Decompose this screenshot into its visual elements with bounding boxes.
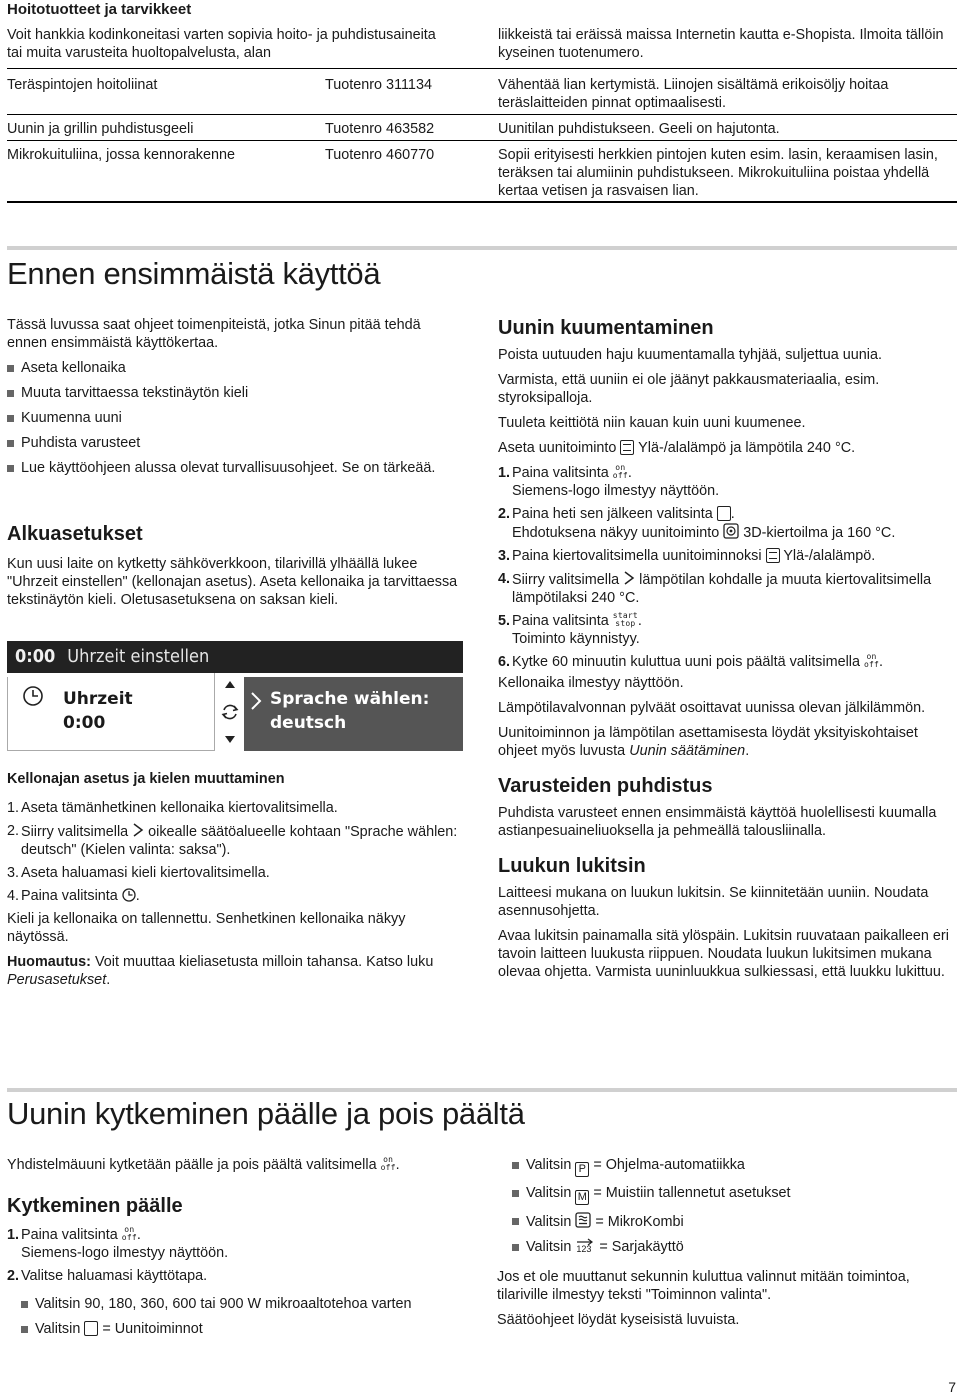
settings-title: Alkuasetukset — [7, 523, 143, 545]
sequential-mode-icon: 123 — [575, 1238, 595, 1254]
display-status-bar — [7, 641, 463, 673]
program-automatic-icon: P — [575, 1162, 589, 1177]
list-item: 4. Paina valitsinta . — [7, 888, 140, 904]
microcombi-icon — [575, 1212, 591, 1228]
heating-p5: Lämpötilavalvonnan pylväät osoittavat uunissa olevan jälkilämmön. — [498, 700, 926, 716]
list-item: Valitsin 123 = Sarjakäyttö — [512, 1238, 958, 1256]
doorlock-p1: Laitteesi mukana on luukun lukitsin. Se kiinnitetään uuniin. Noudata asennusohjetta. — [498, 885, 929, 919]
onoff-p1: Jos et ole muuttanut sekunnin kuluttua valinnut mitään toimintoa, tilariville ilmestyy teksti "Toiminnon valinta". — [497, 1269, 910, 1303]
list-item: Muuta tarvittaessa tekstinäytön kieli — [7, 384, 462, 402]
list-item: Puhdista varusteet — [7, 434, 462, 452]
heating-p1: Poista uutuuden haju kuumentamalla tyhjää, suljettua uunia. — [498, 347, 883, 363]
on-off-icon: on off — [121, 1225, 137, 1242]
product-name: Teräspintojen hoitoliinat — [7, 77, 158, 93]
product-code: Tuotenro 463582 — [325, 121, 435, 137]
onoff-right-column — [497, 1156, 958, 1336]
list-item: 2. Paina heti sen jälkeen valitsinta . Ehdotuksena näkyy uunitoiminto 3D-kiertoilma ja 160 °C. — [498, 506, 896, 541]
settings-steps — [7, 799, 462, 905]
heating-clock-shown: Kellonaika ilmestyy näyttöön. — [498, 675, 684, 691]
display-right-field — [244, 677, 463, 751]
list-item: Valitsin 90, 180, 360, 600 tai 900 W mikroaaltotehoa varten — [21, 1295, 462, 1313]
display-right-line1: Sprache wählen: — [270, 689, 430, 709]
onoff-left-column — [7, 1156, 462, 1345]
arrow-down-icon — [224, 735, 236, 745]
care-intro-left: Voit hankkia kodinkoneitasi varten sopivia hoito- ja puhdistusaineita tai muita varusteita huoltopalvelusta, alan — [7, 27, 436, 61]
rotary-icon — [220, 702, 240, 722]
section-divider — [7, 246, 957, 250]
onoff-right-list — [512, 1156, 958, 1256]
section-divider — [7, 1088, 957, 1092]
arrow-up-icon — [224, 679, 236, 689]
product-desc: Uunitilan puhdistukseen. Geeli on hajutonta. — [498, 121, 780, 137]
top-bottom-heat-icon — [620, 440, 634, 455]
accessories-title: Varusteiden puhdistus — [498, 775, 713, 797]
settings-instructions — [7, 770, 462, 996]
settings-text: Kun uusi laite on kytketty sähköverkkoon, tilarivillä ylhäällä lukee "Uhrzeit einstellen" (kellonajan asetus). Aseta kellonaika ja tarvittaessa tekstinäytön kieli. Oletusasetuksena on saksan kieli. — [7, 556, 458, 608]
onoff-steps — [7, 1226, 462, 1285]
first-use-right-column — [498, 316, 958, 988]
first-use-list — [7, 359, 462, 477]
table-bottom-rule — [7, 201, 957, 203]
accessories-text: Puhdista varusteet ennen ensimmäistä käyttöä huolellisesti kuumalla astianpesuaineliuoksella ja pehmeällä talousliinalla. — [498, 805, 937, 839]
settings-note: Huomautus: Voit muuttaa kieliasetusta milloin tahansa. Katso luku Perusasetukset. — [7, 954, 434, 988]
section-title-on-off: Uunin kytkeminen päälle ja pois päältä — [7, 1096, 525, 1131]
list-item: 1. Paina valitsinta on off. Siemens-logo ilmestyy näyttöön. — [7, 1225, 229, 1261]
table-top-rule — [7, 68, 957, 69]
3d-hot-air-icon — [723, 523, 739, 539]
heating-p6: Uunitoiminnon ja lämpötilan asettamisesta löydät yksityiskohtaiset ohjeet myös luvusta Uunin säätäminen. — [498, 725, 918, 759]
list-item: 5. Paina valitsinta start stop . Toiminto käynnistyy. — [498, 611, 642, 647]
onoff-intro: Yhdistelmäuuni kytketään päälle ja pois päältä valitsimella on off. — [7, 1155, 400, 1173]
settings-subtitle: Kellonajan asetus ja kielen muuttaminen — [7, 771, 285, 787]
list-item: 1. Paina valitsinta on off. Siemens-logo ilmestyy näyttöön. — [498, 463, 720, 499]
clock-icon — [122, 888, 136, 902]
oven-function-icon — [84, 1321, 98, 1336]
page-number: 7 — [948, 1379, 956, 1395]
switch-on-title: Kytkeminen päälle — [7, 1195, 183, 1217]
table-rule — [7, 114, 957, 115]
onoff-p2: Säätöohjeet löydät kyseisistä luvuista. — [497, 1312, 740, 1328]
heating-title: Uunin kuumentaminen — [498, 317, 714, 339]
list-item: Valitsin = Uunitoiminnot — [21, 1320, 462, 1338]
start-stop-icon: start stop — [612, 611, 638, 628]
product-name: Mikrokuituliina, jossa kennorakenne — [7, 147, 235, 163]
settings-saved: Kieli ja kellonaika on tallennettu. Senhetkinen kellonaika näkyy näytössä. — [7, 911, 406, 945]
link-basic-settings[interactable]: Perusasetukset — [7, 972, 107, 988]
list-item: 1. Aseta tämänhetkinen kellonaika kiertovalitsimella. — [7, 800, 338, 816]
list-item: Valitsin = MikroKombi — [512, 1212, 958, 1231]
list-item: 6. Kytke 60 minuutin kuluttua uuni pois päältä valitsimella on off. — [498, 652, 884, 670]
oven-function-icon — [717, 506, 731, 521]
display-status-text: Uhrzeit einstellen — [67, 646, 210, 667]
oven-display — [7, 641, 463, 751]
product-code: Tuotenro 460770 — [325, 147, 435, 163]
list-item: 3. Aseta haluamasi kieli kiertovalitsimella. — [7, 865, 270, 881]
on-off-icon: on off — [863, 652, 880, 669]
product-name: Uunin ja grillin puhdistusgeeli — [7, 121, 194, 137]
clock-icon — [22, 685, 44, 707]
section-title-first-use: Ennen ensimmäistä käyttöä — [7, 256, 381, 291]
care-title: Hoitotuotteet ja tarvikkeet — [7, 1, 192, 18]
on-off-icon: on off — [612, 463, 628, 480]
link-oven-settings[interactable]: Uunin säätäminen — [629, 743, 746, 759]
product-desc: Sopii erityisesti herkkien pintojen kuten esim. lasin, keraamisen lasin, teräksen tai alumiinin puhdistukseen. Mikrokuituliina poistaa yhdellä kertaa vetisen ja rasvaisen lian. — [498, 147, 938, 199]
doorlock-p2: Avaa lukitsin painamalla sitä ylöspäin. Lukitsin ruuvataan paikalleen eri tavoin laitteen luukusta riippuen. Noudata luukun lukitsimen mukana olevaa ohjetta. Varmista uuninluukkua sulkiessasi, että luukku lukittuu. — [498, 928, 949, 980]
onoff-left-list — [21, 1295, 462, 1338]
list-item: 4. Siirry valitsimella lämpötilan kohdalle ja muuta kiertovalitsimella lämpötilaksi 240 °C. — [498, 571, 932, 606]
list-item: 3. Paina kiertovalitsimella uunitoiminnoksi Ylä-/alalämpö. — [498, 548, 876, 564]
top-bottom-heat-icon — [766, 548, 780, 563]
chevron-right-icon — [250, 691, 262, 711]
memory-icon: M — [575, 1190, 589, 1205]
chevron-right-icon — [623, 570, 635, 586]
display-right-line2: deutsch — [270, 713, 347, 733]
heating-p4: Aseta uunitoiminto Ylä-/alalämpö ja lämpötila 240 °C. — [498, 440, 856, 456]
product-code: Tuotenro 311134 — [325, 77, 432, 93]
first-use-intro: Tässä luvussa saat ohjeet toimenpiteistä, jotka Sinun pitää tehdä ennen ensimmäistä käyttökertaa. — [7, 317, 421, 351]
doorlock-title: Luukun lukitsin — [498, 855, 646, 877]
display-selector-column — [214, 673, 244, 751]
list-item: 2. Siirry valitsimella oikealle säätöalueelle kohtaan "Sprache wählen: deutsch" (Kielen valinta: saksa"). — [7, 823, 458, 858]
heating-p3: Tuuleta keittiötä niin kauan kuin uuni kuumenee. — [498, 415, 806, 431]
heating-p2: Varmista, että uuniin ei ole jäänyt pakkausmateriaalia, esim. styroksipalloja. — [498, 372, 880, 406]
heating-steps — [498, 464, 958, 671]
on-off-icon: on off — [380, 1155, 396, 1172]
display-left-label: Uhrzeit — [63, 689, 133, 709]
display-time: 0:00 — [15, 646, 56, 667]
product-desc: Vähentää lian kertymistä. Liinojen sisältämä erikoisöljy hoitaa teräslaitteiden pinnat optimaalisesti. — [498, 77, 889, 111]
list-item: Valitsin P = Ohjelma-automatiikka — [512, 1156, 958, 1177]
first-use-left-column — [7, 316, 462, 484]
list-item: Valitsin M = Muistiin tallennetut asetukset — [512, 1184, 958, 1205]
display-left-field — [7, 677, 214, 751]
table-rule — [7, 140, 957, 141]
chevron-right-icon — [132, 822, 144, 838]
display-left-value: 0:00 — [63, 713, 106, 733]
list-item: Kuumenna uuni — [7, 409, 462, 427]
list-item: Lue käyttöohjeen alussa olevat turvallisuusohjeet. Se on tärkeää. — [7, 459, 462, 477]
list-item: 2. Valitse haluamasi käyttötapa. — [7, 1268, 208, 1284]
care-intro-right: liikkeistä tai eräissä maissa Internetin kautta e-Shopista. Ilmoita tällöin kyseinen tuotenumero. — [498, 27, 944, 61]
list-item: Aseta kellonaika — [7, 359, 462, 377]
